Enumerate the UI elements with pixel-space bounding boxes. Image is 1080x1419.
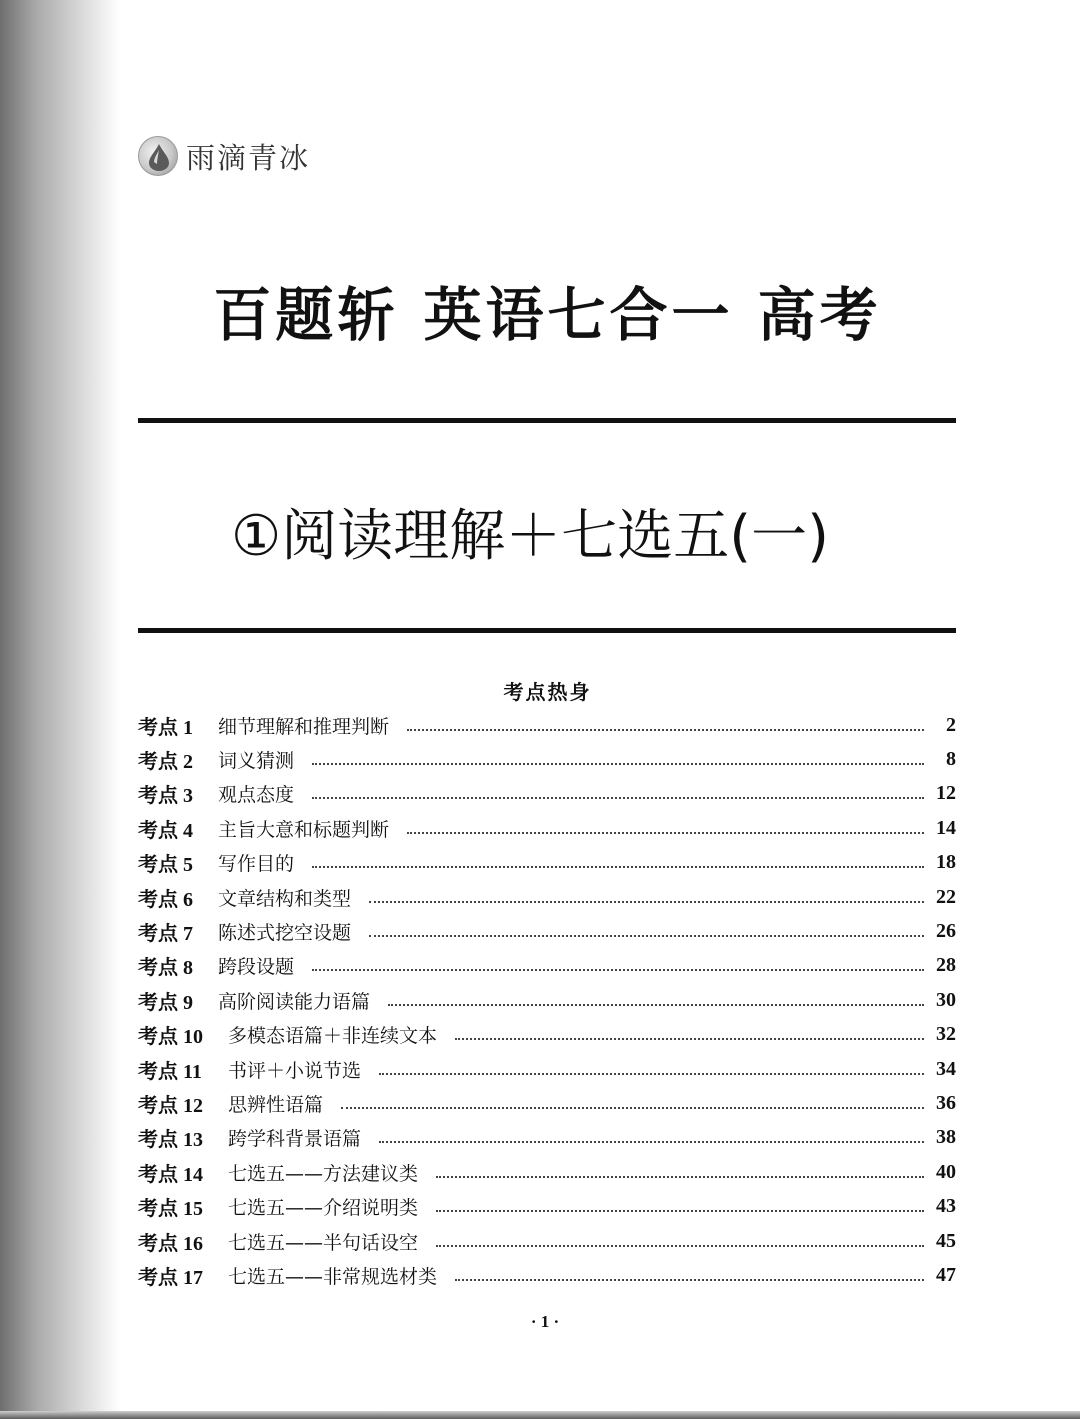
toc-entry-page: 30 (936, 988, 956, 1011)
section-subtitle: ①阅读理解＋七选五(一) (231, 504, 829, 569)
toc-entry[interactable] (138, 1224, 956, 1258)
toc-entry-topic: 跨段设题 (218, 956, 295, 979)
toc-entry-topic: 观点态度 (218, 784, 295, 807)
toc-entry-topic: 七选五——半句话设空 (228, 1231, 419, 1254)
toc-leader-dots (455, 1037, 924, 1040)
page-title: 百题斩 英语七合一 高考 (213, 281, 882, 349)
toc-leader-dots (312, 796, 924, 799)
page-gutter-shadow (0, 0, 120, 1419)
toc-entry-page: 14 (936, 816, 956, 839)
toc-entry-topic: 细节理解和推理判断 (218, 715, 390, 738)
toc-leader-dots (312, 762, 924, 765)
toc-entry[interactable] (138, 1121, 956, 1155)
toc-entry-number: 考点 2 (138, 751, 193, 774)
toc-entry-topic: 多模态语篇＋非连续文本 (228, 1025, 438, 1048)
divider-bottom (138, 628, 956, 633)
toc-entry-topic: 词义猜测 (218, 750, 295, 773)
toc-entry-page: 32 (936, 1023, 956, 1046)
toc-entry-page: 40 (936, 1160, 956, 1183)
toc-entry-page: 34 (936, 1057, 956, 1080)
page-bottom-edge (0, 1411, 1080, 1419)
brand-logo (138, 134, 310, 178)
toc-entry-topic: 文章结构和类型 (218, 887, 352, 910)
toc-entry-number: 考点 8 (138, 957, 193, 980)
toc-entry-number: 考点 6 (138, 888, 193, 911)
toc-entry[interactable] (138, 1189, 956, 1223)
toc-entry-number: 考点 9 (138, 991, 193, 1014)
toc-entry-topic: 高阶阅读能力语篇 (218, 990, 371, 1013)
toc-entry-topic: 思辨性语篇 (228, 1093, 324, 1116)
toc-leader-dots (436, 1209, 924, 1212)
toc-leader-dots (388, 1003, 924, 1006)
toc-leader-dots (455, 1278, 924, 1281)
toc-entry-number: 考点 1 (138, 716, 193, 739)
toc-entry-page: 28 (936, 954, 956, 977)
toc-leader-dots (312, 968, 924, 971)
toc-entry-topic: 跨学科背景语篇 (228, 1128, 362, 1151)
toc-entry-page: 47 (936, 1263, 956, 1286)
toc-entry-number: 考点 7 (138, 923, 193, 946)
toc-leader-dots (379, 1072, 924, 1075)
toc-leader-dots (379, 1140, 924, 1143)
page-number: · 1 · (530, 1312, 560, 1331)
toc-entry[interactable] (138, 949, 956, 983)
toc-entry[interactable] (138, 983, 956, 1017)
toc-entry-page: 8 (946, 748, 956, 771)
toc-entry-number: 考点 14 (138, 1163, 203, 1186)
toc-entry[interactable] (138, 811, 956, 845)
toc-entry[interactable] (138, 880, 956, 914)
toc-entry-number: 考点 3 (138, 785, 193, 808)
toc-entry-topic: 七选五——方法建议类 (228, 1162, 419, 1185)
toc-entry-topic: 七选五——介绍说明类 (228, 1197, 419, 1220)
toc-entry-number: 考点 16 (138, 1232, 203, 1255)
toc-entry-number: 考点 13 (138, 1129, 203, 1152)
toc-leader-dots (407, 728, 924, 731)
toc-entry[interactable] (138, 708, 956, 742)
toc-entry-page: 22 (936, 885, 956, 908)
toc-entry[interactable] (138, 1258, 956, 1292)
toc-entry[interactable] (138, 1018, 956, 1052)
toc-entry-number: 考点 12 (138, 1094, 203, 1117)
toc-entry-page: 36 (936, 1091, 956, 1114)
toc-leader-dots (369, 900, 924, 903)
toc-entry-page: 26 (936, 920, 956, 943)
toc-entry-number: 考点 10 (138, 1026, 203, 1049)
divider-top (138, 418, 956, 423)
toc-entry-page: 12 (936, 782, 956, 805)
toc-leader-dots (407, 831, 924, 834)
toc-entry[interactable] (138, 1155, 956, 1189)
toc-leader-dots (369, 934, 924, 937)
toc-leader-dots (436, 1244, 924, 1247)
toc-entry[interactable] (138, 1086, 956, 1120)
droplet-icon (138, 136, 178, 176)
toc-entry-topic: 主旨大意和标题判断 (218, 818, 390, 841)
toc-heading: 考点热身 (503, 680, 592, 704)
toc-entry-number: 考点 5 (138, 854, 193, 877)
toc-entry-page: 45 (936, 1229, 956, 1252)
toc-entry[interactable] (138, 742, 956, 776)
table-of-contents (138, 708, 956, 1293)
brand-name: 雨滴青冰 (186, 140, 311, 175)
toc-leader-dots (312, 865, 924, 868)
toc-entry-page: 38 (936, 1126, 956, 1149)
toc-entry-topic: 书评＋小说节选 (228, 1059, 362, 1082)
toc-entry-number: 考点 15 (138, 1198, 203, 1221)
toc-entry-topic: 写作目的 (218, 853, 295, 876)
toc-leader-dots (436, 1175, 924, 1178)
toc-entry-topic: 七选五——非常规选材类 (228, 1265, 438, 1288)
toc-entry-number: 考点 4 (138, 819, 193, 842)
toc-entry[interactable] (138, 777, 956, 811)
toc-entry-topic: 陈述式挖空设题 (218, 922, 352, 945)
toc-entry[interactable] (138, 846, 956, 880)
toc-entry[interactable] (138, 1052, 956, 1086)
toc-entry-page: 18 (936, 851, 956, 874)
toc-entry-number: 考点 11 (138, 1060, 202, 1083)
toc-entry-number: 考点 17 (138, 1266, 203, 1289)
toc-leader-dots (341, 1106, 924, 1109)
toc-entry[interactable] (138, 914, 956, 948)
toc-entry-page: 2 (946, 713, 956, 736)
toc-entry-page: 43 (936, 1195, 956, 1218)
